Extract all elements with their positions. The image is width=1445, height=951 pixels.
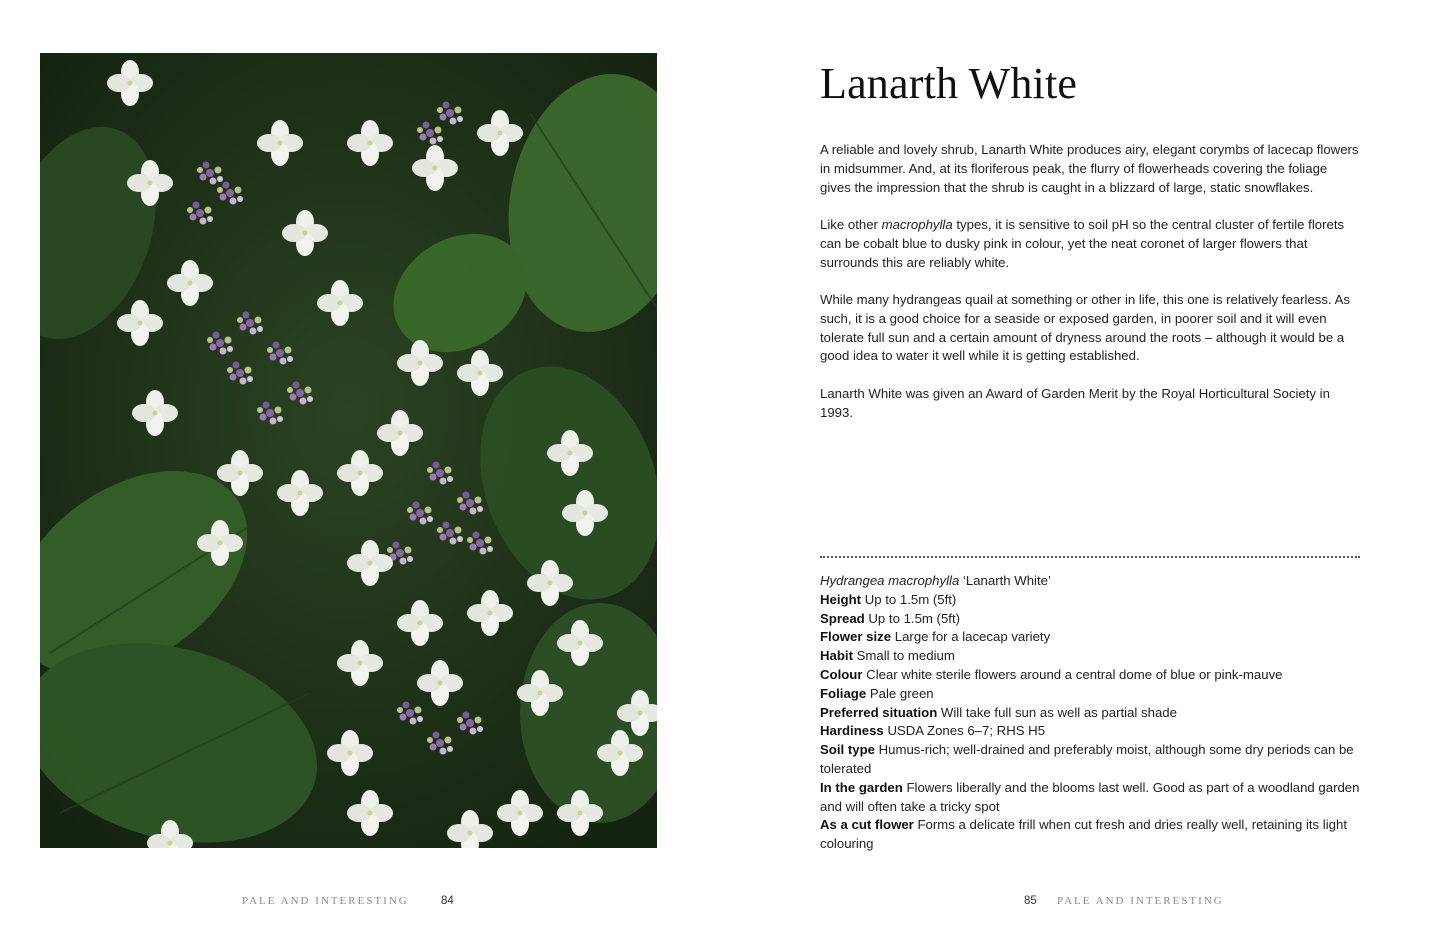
spec-flower-size: Flower size Large for a lacecap variety: [820, 629, 1051, 645]
spec-foliage: Foliage Pale green: [820, 685, 934, 701]
page-number-left: 84: [441, 895, 454, 907]
spec-habit: Habit Small to medium: [820, 648, 955, 664]
hydrangea-photo: [40, 53, 657, 848]
page-title: Lanarth White: [820, 59, 1078, 108]
running-head-left: PALE AND INTERESTING: [242, 895, 409, 907]
spec-colour: Colour Clear white sterile flowers around a central dome of blue or pink-mauve: [820, 666, 1283, 682]
paragraph: Like other macrophylla types, it is sensitive to soil pH so the central cluster of fertile florets can be cobalt blue to dusky pink in colour, yet the neat coronet of larger flowers that surrounds this are reliably white.: [820, 216, 1345, 270]
spec-spread: Spread Up to 1.5m (5ft): [820, 610, 960, 626]
spec-soil: Soil type Humus-rich; well-drained and preferably moist, although some dry periods can be tolerated: [820, 742, 1354, 776]
spec-cut-flower: As a cut flower Forms a delicate frill when cut fresh and dries really well, retaining its light colouring: [820, 817, 1347, 852]
paragraph: While many hydrangeas quail at something or other in life, this one is relatively fearless. As such, it is a good choice for a seaside or exposed garden, in poorer soil and it will even tolerate full sun and a certain amount of dryness around the roots – although it would be a good idea to water it well while it is getting established.: [820, 291, 1350, 364]
description: [820, 141, 1360, 441]
page-number-right: 85: [1024, 895, 1037, 907]
spec-garden: In the garden Flowers liberally and the blooms last well. Good as part of a woodland garden and will often take a tricky spot: [820, 779, 1360, 814]
spec-height: Height Up to 1.5m (5ft): [820, 591, 957, 607]
paragraph: Lanarth White was given an Award of Garden Merit by the Royal Horticultural Society in 1993.: [820, 385, 1330, 420]
paragraph: A reliable and lovely shrub, Lanarth White produces airy, elegant corymbs of lacecap flowers in midsummer. And, at its floriferous peak, the flurry of flowerheads covering the foliage gives the impression that the shrub is caught in a blizzard of large, static snowflakes.: [820, 142, 1359, 195]
hydrangea-illustration: [40, 53, 657, 848]
running-head-right: PALE AND INTERESTING: [1057, 895, 1224, 907]
dotted-divider: [820, 556, 1360, 558]
spec-hardiness: Hardiness USDA Zones 6–7; RHS H5: [820, 723, 1046, 739]
botanical-name: Hydrangea macrophylla ‘Lanarth White’: [820, 573, 1051, 588]
plant-specs: [820, 572, 1360, 854]
spec-situation: Preferred situation Will take full sun as well as partial shade: [820, 704, 1177, 720]
